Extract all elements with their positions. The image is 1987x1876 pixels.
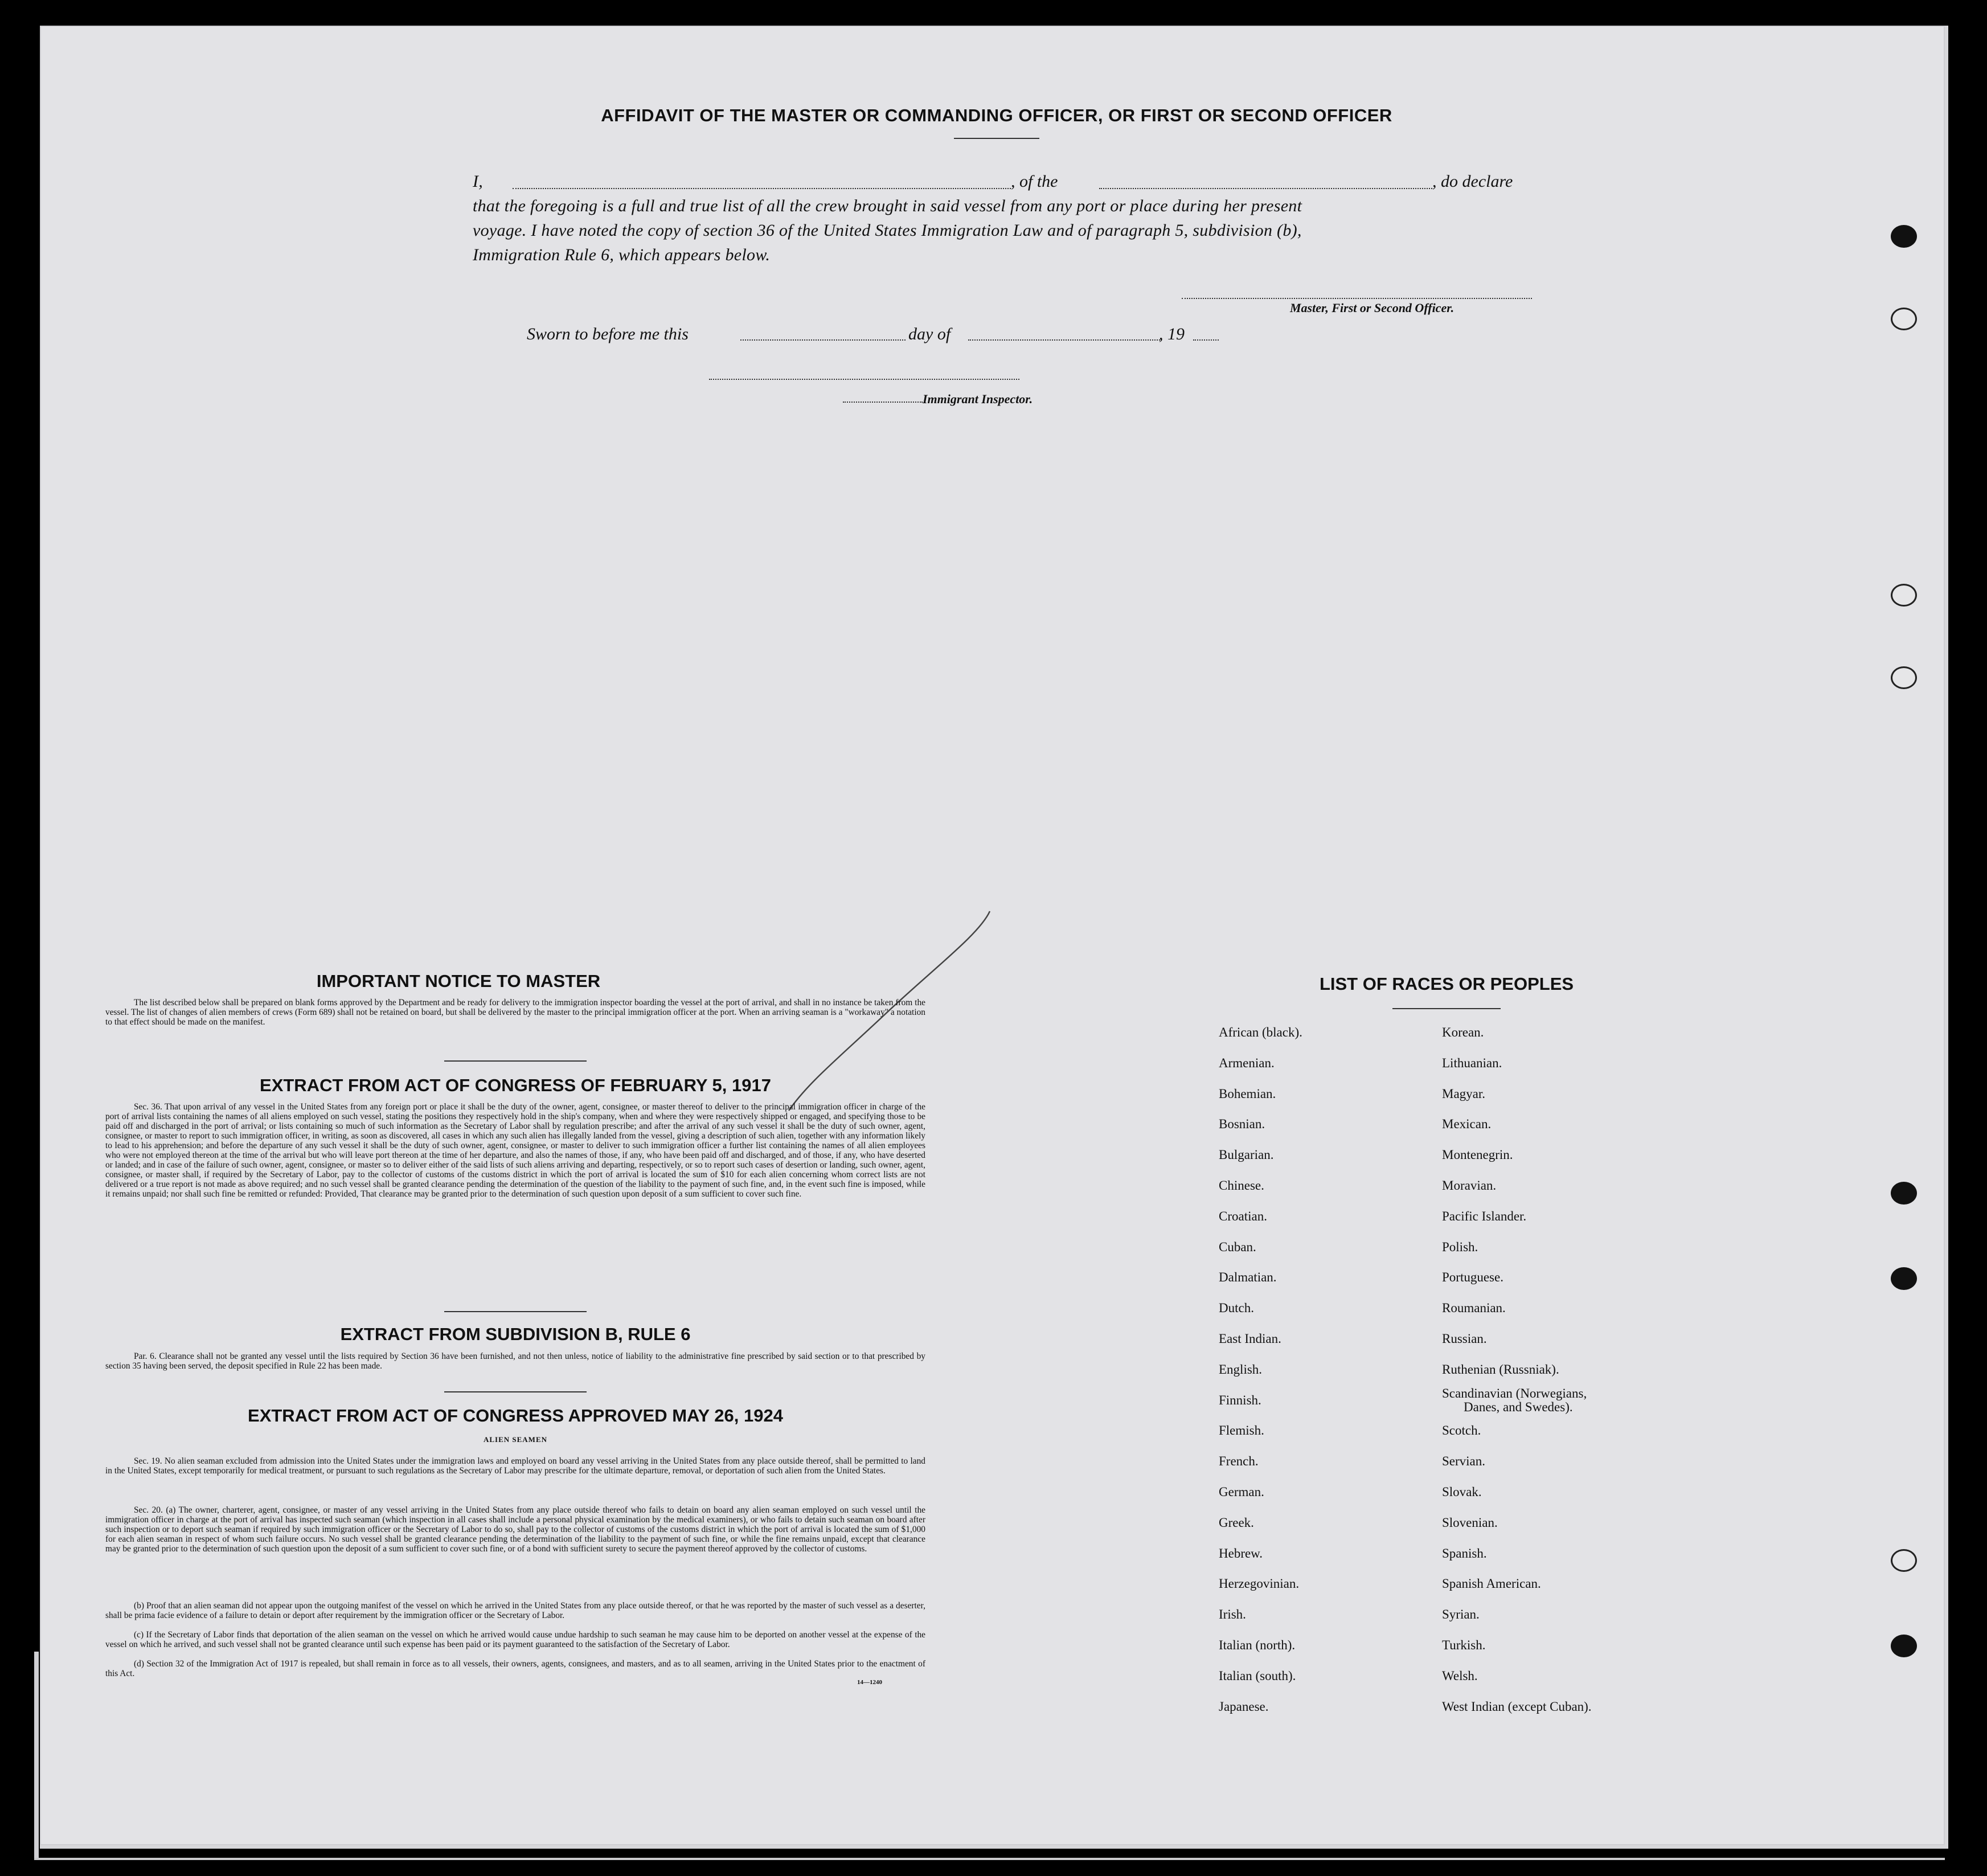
race-item: Slovenian. [1442, 1515, 1498, 1530]
extract-1924-sec20a: Sec. 20. (a) The owner, charterer, agent, consignee, or master of any vessel arriving in the United States from any place outside thereof who fails to detain on board any alien seaman employed on such vessel until the immigration officer in charge at the port of arrival has inspected such seaman (which inspection in all cases shall include a personal physical examination by the medical examiners), or who fails to detain such seaman on board after such inspection or to deport such seaman if required by such immigration officer or the Secretary of Labor to do so, shall pay to the collector of customs of the customs district in which the port of arrival is located the sum of $1,000 for each alien seaman in respect of whom such failure occurs. No such vessel shall be granted clearance pending the determination of the liability to the payment of such fine, or while the fine remains unpaid, except that clearance may be granted prior to the determination of such question upon the deposit of a sum sufficient to cover such fine, or of a bond with sufficient surety to secure the payment thereof approved by the collector of customs. [105, 1505, 925, 1554]
race-item: Russian. [1442, 1332, 1487, 1346]
sworn-day-of: day of [908, 325, 951, 343]
extract-1924-sec20b: (b) Proof that an alien seaman did not appear upon the outgoing manifest of the vessel on which he arrived in the United States from any place outside thereof, or that he was reported by the master of such vessel as a deserter, shall be prima facie evidence of a failure to detain or deport after requirement by the immigration officer or the Secretary of Labor. [105, 1601, 925, 1620]
race-item: Hebrew. [1219, 1546, 1263, 1560]
race-item: Slovak. [1442, 1485, 1482, 1499]
race-item: Lithuanian. [1442, 1055, 1502, 1070]
sworn-day-blank[interactable] [740, 339, 906, 341]
extract-1924-sec20d: (d) Section 32 of the Immigration Act of 1917 is repealed, but shall remain in force as to all vessels, their owners, agents, consignees, and masters, and as to all seamen, arriving in the United States prior to the enactment of this Act. [105, 1659, 925, 1678]
race-item: Finnish. [1219, 1392, 1261, 1407]
affidavit-declare: , do declare [1432, 172, 1513, 191]
race-item: Dalmatian. [1219, 1270, 1277, 1285]
race-item: Ruthenian (Russniak). [1442, 1362, 1559, 1377]
race-item-continuation: Danes, and Swedes). [1464, 1399, 1573, 1414]
extract-rule6-body: Par. 6. Clearance shall not be granted any vessel until the lists required by Section 36 have been furnished, and not then unless, notice of liability to the administrative fine prescribed by said section or to that prescribed by section 35 having been served, the deposit specified in Rule 22 has been made. [105, 1351, 925, 1371]
race-item: Armenian. [1219, 1055, 1275, 1070]
race-item: Turkish. [1442, 1638, 1486, 1652]
race-item: Italian (north). [1219, 1638, 1296, 1652]
race-item: Montenegrin. [1442, 1148, 1513, 1162]
races-title-rule [1392, 1008, 1501, 1009]
master-signature-label: Master, First or Second Officer. [1290, 301, 1455, 315]
race-item: West Indian (except Cuban). [1442, 1699, 1592, 1714]
race-item: Magyar. [1442, 1086, 1486, 1101]
race-item: German. [1219, 1485, 1264, 1499]
master-signature-blank[interactable] [1182, 298, 1532, 299]
race-item: English. [1219, 1362, 1263, 1377]
sworn-month-blank[interactable] [968, 339, 1162, 341]
races-title: LIST OF RACES OR PEOPLES [1319, 974, 1574, 994]
inspector-signature-blank[interactable] [843, 402, 923, 403]
sworn-prefix: Sworn to before me this [527, 325, 689, 343]
notice-body: The list described below shall be prepared on blank forms approved by the Department and be ready for delivery to the immigration inspector boarding the vessel at the port of arrival, and shall in no instance be taken from the vessel. The list of changes of alien members of crews (Form 689) shall not be retained on board, but shall be delivered by the master to the principal immigration officer at the port. When an arriving seaman is a "workaway" a notation to that effect should be made on the manifest. [105, 998, 925, 1027]
race-item: Roumanian. [1442, 1301, 1506, 1316]
race-item: Italian (south). [1219, 1668, 1296, 1683]
section-rule [444, 1311, 587, 1312]
race-item: Polish. [1442, 1239, 1478, 1254]
notice-title: IMPORTANT NOTICE TO MASTER [316, 971, 601, 991]
race-item: Bohemian. [1219, 1086, 1276, 1101]
race-item: Flemish. [1219, 1423, 1264, 1438]
section-rule [444, 1391, 587, 1392]
race-item: Bosnian. [1219, 1117, 1265, 1132]
extract-rule6-title: EXTRACT FROM SUBDIVISION B, RULE 6 [340, 1324, 691, 1344]
vessel-blank[interactable] [1099, 188, 1432, 189]
affidavit-line-2: that the foregoing is a full and true list of all the crew brought in said vessel from any port or place during her present [473, 196, 1302, 215]
race-item: Croatian. [1219, 1209, 1267, 1223]
affidavit-line-4: Immigration Rule 6, which appears below. [473, 245, 771, 264]
race-item: Spanish. [1442, 1546, 1487, 1560]
extract-1924-title: EXTRACT FROM ACT OF CONGRESS APPROVED MAY 26, 1924 [248, 1406, 783, 1426]
race-item: Moravian. [1442, 1178, 1497, 1193]
race-item: Herzegovinian. [1219, 1576, 1300, 1591]
race-item: Cuban. [1219, 1239, 1256, 1254]
race-item: Mexican. [1442, 1117, 1492, 1132]
extract-1917-body: Sec. 36. That upon arrival of any vessel in the United States from any foreign port or place it shall be the duty of the owner, agent, consignee, or master thereof to deliver to the principal immigration officer in charge of the port of arrival lists containing the names of all aliens employed on such vessel, stating the positions they respectively hold in the ship's company, when and where they were respectively shipped or engaged, and specifying those to be paid off and discharged in the port of arrival; or lists containing so much of such information as the Secretary of Labor shall by regulation prescribe; and after the arrival of any such vessel it shall be the duty of such owner, agent, consignee, or master to report to such immigration officer, in writing, as soon as discovered, all cases in which any such alien has illegally landed from the vessel, giving a description of such alien, together with any information likely to lead to his apprehension; and before the departure of any such vessel it shall be the duty of such owner, agent, consignee, or master to deliver to such immigration officer a further list containing the names of all alien employees who were not employed thereon at the time of the arrival but who will leave port thereon at the time of her departure, and also the names of those, if any, who have been paid off and discharged, and of those, if any, who have deserted or landed; and in case of the failure of such owner, agent, consignee, or master so to deliver either of the said lists of such aliens arriving and departing, respectively, or so to report such cases of desertion or landing, such owner, agent, consignee, or master shall, if required by the Secretary of Labor, pay to the collector of customs of the customs district in which the port of arrival is located the sum of $10 for each alien concerning whom correct lists are not delivered or a true report is not made as above required; and no such vessel shall be granted clearance pending the determination of the question of the liability to the payment of such fine, and, in the event such fine is imposed, while it remains unpaid; nor shall such fine be remitted or refunded: Provided, That clearance may be granted prior to the determination of such question upon deposit of a sum sufficient to cover such fine. [105, 1102, 925, 1199]
race-item: Japanese. [1219, 1699, 1269, 1714]
section-rule [444, 1060, 587, 1062]
affidavit-i: I, [473, 172, 484, 191]
affidavit-title: AFFIDAVIT OF THE MASTER OR COMMANDING OFFICER, OR FIRST OR SECOND OFFICER [601, 105, 1392, 125]
race-item: Korean. [1442, 1025, 1484, 1039]
race-item: Greek. [1219, 1515, 1254, 1530]
race-item: Syrian. [1442, 1607, 1480, 1622]
race-item: African (black). [1219, 1025, 1302, 1039]
race-item: Scotch. [1442, 1423, 1481, 1438]
race-item: Spanish American. [1442, 1576, 1541, 1591]
race-item: Dutch. [1219, 1301, 1254, 1316]
race-item: Pacific Islander. [1442, 1209, 1527, 1223]
affidavit-line-1 [473, 172, 483, 191]
race-item: Bulgarian. [1219, 1148, 1274, 1162]
sworn-year: , 19 [1159, 325, 1185, 343]
inspector-label: Immigrant Inspector. [923, 392, 1033, 406]
sworn-year-blank[interactable] [1193, 339, 1219, 341]
race-item: East Indian. [1219, 1332, 1281, 1346]
name-blank[interactable] [513, 188, 1011, 189]
title-rule [954, 138, 1039, 139]
extract-1924-sec19: Sec. 19. No alien seaman excluded from admission into the United States under the immigration laws and employed on board any vessel arriving in the United States from any place outside thereof, shall be permitted to land in the United States, except temporarily for medical treatment, or pursuant to such regulations as the Secretary of Labor may prescribe for the ultimate departure, removal, or deportation of such alien from the United States. [105, 1456, 925, 1476]
race-item: Irish. [1219, 1607, 1246, 1622]
race-item: Chinese. [1219, 1178, 1264, 1193]
race-item: Welsh. [1442, 1668, 1478, 1683]
affidavit-of-the: , of the [1011, 172, 1058, 191]
affidavit-line-3: voyage. I have noted the copy of section 36 of the United States Immigration Law and of paragraph 5, subdivision (b), [473, 221, 1302, 240]
inspector-signature-blank[interactable] [709, 379, 1019, 380]
race-item: Scandinavian (Norwegians, [1442, 1386, 1587, 1400]
extract-1917-title: EXTRACT FROM ACT OF CONGRESS OF FEBRUARY 5, 1917 [260, 1075, 771, 1095]
race-item: Portuguese. [1442, 1270, 1503, 1285]
race-item: Servian. [1442, 1454, 1486, 1469]
race-item: French. [1219, 1454, 1259, 1469]
extract-1924-subtitle: ALIEN SEAMEN [483, 1435, 548, 1444]
form-number: 14—1240 [857, 1679, 882, 1686]
extract-1924-sec20c: (c) If the Secretary of Labor finds that deportation of the alien seaman on the vessel on which he arrived would cause undue hardship to such seaman he may cause him to be deported on another vessel at the expense of the vessel on which he arrived, and such vessel shall not be granted clearance until such expense has been paid or its payment guaranteed to the satisfaction of the Secretary of Labor. [105, 1630, 925, 1649]
